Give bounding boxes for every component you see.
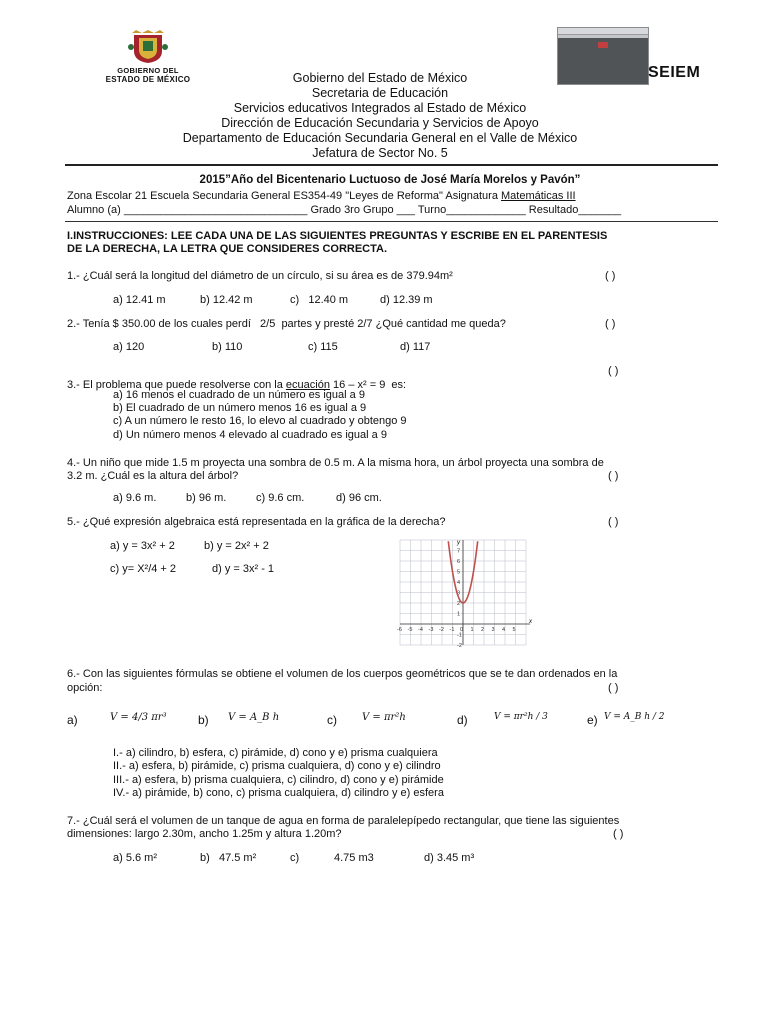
q3-option-b: b) El cuadrado de un número menos 16 es igual a 9 bbox=[113, 402, 367, 414]
q3-option-c: c) A un número le resto 16, lo elevo al cuadrado y obtengo 9 bbox=[113, 415, 407, 427]
q5-option-a: a) y = 3x² + 2 bbox=[110, 540, 175, 552]
x-tick-label: 2 bbox=[481, 627, 485, 633]
q6-option-iv: IV.- a) pirámide, b) cono, c) prisma cualquiera, d) cilindro y e) esfera bbox=[113, 787, 444, 799]
question-1-text: 1.- ¿Cuál será la longitud del diámetro de un círculo, si su área es de 379.94m² bbox=[67, 270, 453, 282]
school-info: Zona Escolar 21 Escuela Secundaria General ES354-49 "Leyes de Reforma" Asignatura bbox=[67, 190, 498, 202]
header-divider bbox=[65, 164, 718, 166]
x-tick-label: -1 bbox=[449, 627, 455, 633]
q6-letter-c: c) bbox=[327, 713, 337, 727]
answer-box-q5[interactable]: ( ) bbox=[608, 516, 619, 528]
info-divider bbox=[65, 221, 718, 222]
coat-of-arms-icon bbox=[88, 30, 208, 64]
x-tick-label: -4 bbox=[418, 627, 423, 633]
y-tick-label: 1 bbox=[457, 611, 461, 618]
question-7-line-1: 7.- ¿Cuál será el volumen de un tanque de agua en forma de paralelepípedo rectangular, que tiene las siguientes bbox=[67, 815, 620, 827]
y-tick-label: 2 bbox=[457, 601, 461, 607]
q6-formula-b: V = A_B h bbox=[228, 712, 280, 723]
q5-option-b: b) y = 2x² + 2 bbox=[204, 540, 269, 552]
answer-box-q7[interactable]: ( ) bbox=[613, 828, 624, 840]
y-tick-label: 4 bbox=[457, 580, 461, 586]
q4-option-c: c) 9.6 cm. bbox=[256, 492, 305, 504]
q1-option-a: a) 12.41 m bbox=[113, 294, 166, 306]
answer-box-q4[interactable]: ( ) bbox=[608, 470, 619, 482]
document-title: 2015”Año del Bicentenario Luctuoso de José María Morelos y Pavón” bbox=[199, 174, 581, 186]
y-tick-label: 5 bbox=[457, 569, 461, 576]
q6-option-i: I.- a) cilindro, b) esfera, c) pirámide, d) cono y e) prisma cualquiera bbox=[113, 747, 438, 759]
header-line-5: Departamento de Educación Secundaria General en el Valle de México bbox=[182, 131, 578, 145]
subject-name: Matemáticas III bbox=[501, 190, 576, 202]
x-axis-label: x bbox=[529, 619, 532, 625]
x-tick-label: -2 bbox=[439, 627, 444, 633]
thumbnail-red-mark bbox=[598, 42, 608, 48]
logo-line-1: GOBIERNO DEL bbox=[117, 66, 179, 75]
x-tick-label: 1 bbox=[470, 627, 474, 633]
q7-option-a: a) 5.6 m² bbox=[113, 852, 158, 864]
header-line-2: Secretaria de Educación bbox=[311, 86, 449, 100]
y-axis-label: y bbox=[457, 540, 460, 546]
q1-option-c: c) 12.40 m bbox=[290, 294, 349, 306]
thumbnail-toolbar bbox=[558, 35, 648, 38]
question-7-line-2: dimensiones: largo 2.30m, ancho 1.25m y altura 1.20m? bbox=[67, 828, 342, 840]
y-tick-label: 7 bbox=[457, 548, 461, 555]
q7-option-b: b) 47.5 m² bbox=[200, 852, 257, 864]
question-6-line-2: opción: bbox=[67, 682, 103, 694]
q5-option-c: c) y= X²/4 + 2 bbox=[110, 563, 177, 575]
q2-option-c: c) 115 bbox=[308, 341, 338, 353]
q3-text-post: 16 – x² = 9 es: bbox=[329, 378, 407, 391]
q3-text-link: ecuación bbox=[285, 378, 330, 391]
answer-box-q3[interactable]: ( ) bbox=[608, 365, 619, 377]
y-tick-label: -2 bbox=[457, 643, 462, 649]
y-tick-label: -1 bbox=[457, 632, 462, 639]
q7-option-d: d) 3.45 m³ bbox=[424, 852, 475, 864]
q7-option-c: c) bbox=[290, 852, 300, 864]
header-line-6: Jefatura de Sector No. 5 bbox=[312, 146, 448, 160]
question-5-text: 5.- ¿Qué expresión algebraica está representada en la gráfica de la derecha? bbox=[67, 516, 446, 528]
parabola-graph bbox=[392, 538, 542, 662]
q3-text-pre: 3.- El problema que puede resolverse con la bbox=[67, 378, 283, 391]
instructions-line-2: DE LA DERECHA, LA LETRA QUE CONSIDERES CORRECTA. bbox=[67, 243, 388, 255]
logo-line-2: ESTADO DE MÉXICO bbox=[105, 75, 191, 84]
x-tick-label: -6 bbox=[397, 627, 402, 633]
header-line-3: Servicios educativos Integrados al Estado de México bbox=[233, 101, 527, 115]
q6-formula-d: V = πr²h / 3 bbox=[494, 712, 548, 722]
q6-formula-c: V = πr²h bbox=[362, 712, 406, 723]
instructions-line-1: I.INSTRUCCIONES: LEE CADA UNA DE LAS SIGUIENTES PREGUNTAS Y ESCRIBE EN EL PARENTESIS bbox=[67, 230, 608, 242]
q6-option-iii: III.- a) esfera, b) prisma cualquiera, c) cilindro, d) cono y e) pirámide bbox=[113, 774, 444, 786]
thumbnail-titlebar bbox=[558, 28, 648, 35]
question-2-text: 2.- Tenía $ 350.00 de los cuales perdí 2/5 partes y presté 2/7 ¿Qué cantidad me queda? bbox=[67, 318, 506, 330]
q6-letter-d: d) bbox=[457, 713, 468, 727]
q6-option-ii: II.- a) esfera, b) pirámide, c) prisma cualquiera, d) cono y e) cilindro bbox=[113, 760, 441, 772]
q6-letter-e: e) bbox=[587, 713, 598, 727]
q6-formula-a: V = 4/3 πr³ bbox=[110, 712, 167, 723]
y-tick-label: 3 bbox=[457, 590, 461, 597]
q1-option-b: b) 12.42 m bbox=[200, 294, 253, 306]
x-tick-label: 0 bbox=[460, 627, 464, 633]
q7-option-c-value: 4.75 m3 bbox=[334, 852, 374, 864]
q4-option-d: d) 96 cm. bbox=[336, 492, 382, 504]
q5-option-d: d) y = 3x² - 1 bbox=[212, 563, 275, 575]
seiem-logo-text: SEIEM bbox=[648, 64, 701, 81]
answer-box-q2[interactable]: ( ) bbox=[605, 318, 616, 330]
header-line-1: Gobierno del Estado de México bbox=[292, 71, 468, 85]
q2-option-b: b) 110 bbox=[212, 341, 243, 353]
x-tick-label: -3 bbox=[428, 627, 434, 633]
q6-letter-a: a) bbox=[67, 713, 78, 727]
q6-formula-e: V = A_B h / 2 bbox=[604, 712, 665, 722]
x-tick-label: 3 bbox=[491, 627, 495, 633]
graph-labels bbox=[397, 540, 533, 649]
question-4-line-1: 4.- Un niño que mide 1.5 m proyecta una sombra de 0.5 m. A la misma hora, un árbol proyecta una sombra de bbox=[67, 457, 604, 469]
q2-option-d: d) 117 bbox=[400, 341, 431, 353]
answer-box-q1[interactable]: ( ) bbox=[605, 270, 616, 282]
question-6-line-1: 6.- Con las siguientes fórmulas se obtiene el volumen de los cuerpos geométricos que se te dan ordenados en la bbox=[67, 668, 618, 680]
q3-option-d: d) Un número menos 4 elevado al cuadrado es igual a 9 bbox=[113, 429, 387, 441]
question-3-text bbox=[67, 365, 406, 392]
x-tick-label: -5 bbox=[407, 627, 413, 633]
q2-option-a: a) 120 bbox=[113, 341, 145, 353]
question-4-line-2: 3.2 m. ¿Cuál es la altura del árbol? bbox=[67, 470, 239, 482]
q1-option-d: d) 12.39 m bbox=[380, 294, 433, 306]
header-line-4: Dirección de Educación Secundaria y Servicios de Apoyo bbox=[221, 116, 539, 130]
info-line-1 bbox=[67, 190, 576, 202]
x-tick-label: 4 bbox=[502, 627, 506, 633]
q3-option-a: a) 16 menos el cuadrado de un número es igual a 9 bbox=[113, 389, 365, 401]
x-tick-label: 5 bbox=[512, 627, 516, 633]
q6-letter-b: b) bbox=[198, 713, 209, 727]
q4-option-a: a) 9.6 m. bbox=[113, 492, 157, 504]
q4-option-b: b) 96 m. bbox=[186, 492, 227, 504]
y-tick-label: 6 bbox=[457, 559, 461, 565]
student-info-line: Alumno (a) ______________________________ Grado 3ro Grupo ___ Turno_____________ Resultado_______ bbox=[67, 204, 622, 216]
answer-box-q6[interactable]: ( ) bbox=[608, 682, 619, 694]
